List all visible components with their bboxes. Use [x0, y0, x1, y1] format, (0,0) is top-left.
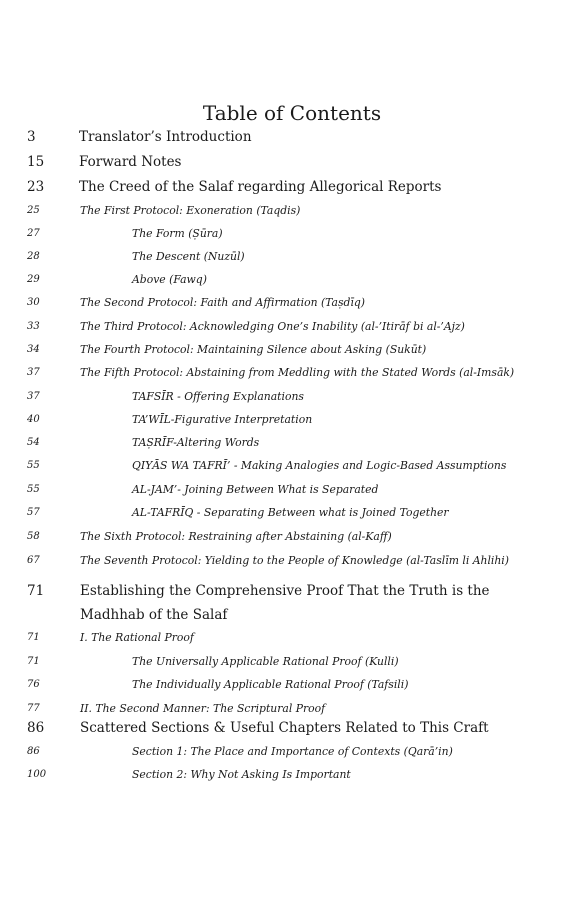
- toc-page-number: 54: [27, 437, 40, 448]
- toc-entry-title: Establishing the Comprehensive Proof That the Truth is the Madhhab of the Salaf: [80, 583, 490, 623]
- toc-page-number: 55: [27, 484, 40, 495]
- toc-entry-title: Section 2: Why Not Asking Is Important: [132, 768, 351, 781]
- toc-entry-title: The Fifth Protocol: Abstaining from Meddling with the Stated Words (al-Imsāk): [80, 366, 515, 379]
- toc-page-number: 76: [27, 679, 40, 690]
- toc-page-number: 77: [27, 703, 40, 714]
- toc-page-number: 25: [27, 205, 40, 216]
- toc-entry-title: The Universally Applicable Rational Proof (Kulli): [132, 655, 399, 668]
- toc-page-number: 37: [27, 367, 40, 378]
- toc-entry-title: The Descent (Nuzūl): [132, 250, 245, 263]
- toc-entry-title: The First Protocol: Exoneration (Taqdis): [80, 204, 301, 217]
- toc-entry-title: Above (Fawq): [132, 273, 207, 286]
- toc-page-number: 15: [27, 154, 45, 170]
- toc-entry-title: I. The Rational Proof: [80, 631, 194, 644]
- toc-entry-title: The Fourth Protocol: Maintaining Silence about Asking (Sukūt): [80, 343, 427, 356]
- toc-entry-title: The Form (Ṣūra): [132, 227, 223, 240]
- toc-entry-title: The Creed of the Salaf regarding Allegorical Reports: [79, 179, 442, 195]
- toc-page-number: 33: [27, 321, 40, 332]
- toc-page-number: 57: [27, 507, 40, 518]
- toc-page-number: 34: [27, 344, 40, 355]
- toc-entry-title: TAFSĪR - Offering Explanations: [132, 390, 304, 403]
- toc-page-number: 71: [27, 632, 40, 643]
- toc-page-number: 58: [27, 531, 40, 542]
- toc-entry-title: The Second Protocol: Faith and Affirmation (Taṣdīq): [80, 296, 366, 309]
- toc-entry-title: AL-JAM’- Joining Between What is Separated: [132, 483, 379, 496]
- toc-entry-title: TA’WĪL-Figurative Interpretation: [132, 413, 313, 426]
- toc-page-number: 3: [27, 129, 36, 145]
- toc-entry-title: Forward Notes: [79, 154, 182, 170]
- toc-page-number: 86: [27, 720, 45, 736]
- toc-page-number: 71: [27, 656, 40, 667]
- toc-entry-title: AL-TAFRĪQ - Separating Between what is Joined Together: [132, 506, 449, 519]
- toc-page-number: 37: [27, 391, 40, 402]
- toc-page-number: 71: [27, 583, 45, 599]
- toc-page-number: 28: [27, 251, 40, 262]
- toc-entry-title: The Sixth Protocol: Restraining after Abstaining (al-Kaff): [80, 530, 392, 543]
- toc-entry-title: Translator’s Introduction: [79, 129, 252, 145]
- toc-entry-title: TAṢRĪF-Altering Words: [132, 436, 260, 449]
- toc-entry-title: The Individually Applicable Rational Proof (Tafsili): [132, 678, 409, 691]
- toc-entry-title: II. The Second Manner: The Scriptural Proof: [80, 702, 326, 715]
- toc-page-number: 67: [27, 555, 40, 566]
- toc-page-number: 30: [27, 297, 40, 308]
- toc-page-number: 40: [27, 414, 40, 425]
- toc-entry-title: Section 1: The Place and Importance of Contexts (Qarā’in): [132, 745, 453, 758]
- toc-entry-title: The Seventh Protocol: Yielding to the People of Knowledge (al-Taslīm li Ahlihi): [80, 554, 509, 567]
- toc-page-number: 55: [27, 460, 40, 471]
- toc-entry-title: Scattered Sections & Useful Chapters Related to This Craft: [80, 720, 489, 736]
- page-title: Table of Contents: [202, 101, 382, 125]
- toc-page-number: 27: [27, 228, 40, 239]
- toc-page-number: 23: [27, 179, 45, 195]
- toc-entry-title: The Third Protocol: Acknowledging One’s Inability (al-’Itirāf bi al-’Ajz): [80, 320, 465, 333]
- toc-page-number: 29: [27, 274, 40, 285]
- toc-entry-title: QIYĀS WA TAFRĪ’ - Making Analogies and Logic-Based Assumptions: [132, 459, 507, 472]
- toc-page-number: 100: [27, 769, 47, 780]
- toc-page-number: 86: [27, 746, 40, 757]
